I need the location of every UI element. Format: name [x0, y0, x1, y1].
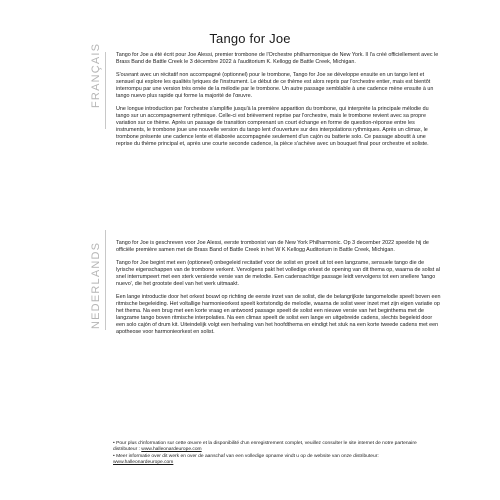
dutch-section	[116, 240, 442, 342]
footnote-french-line-1: • Pour plus d'information sur cette œuvre et la disponibilité d'un enregistrement complet, veuillez consulter le site internet de notre partenaire	[113, 441, 417, 446]
language-divider-dutch	[105, 230, 106, 330]
footnote-french-prefix: distributeur :	[113, 447, 142, 453]
distributor-link-dutch[interactable]: www.halleonardeurope.com	[113, 459, 174, 465]
distributor-link-french[interactable]: www.halleonardeurope.com	[141, 447, 202, 453]
french-paragraph-2: S'ouvrant avec un récitatif non accompagné (optionnel) pour le trombone, Tango for Joe se développe ensuite en un tango lent et sensuel qui explore les qualités lyriques de l'instrument. Le début de ce thème est alors repris par l'orchestre entier, mais est bientôt interrompu par une version très ornée de la mélodie par le trombone. Un autre passage semblable à une cadence mène ensuite à un tango nuevo plus rapide qui forme la majorité de l'œuvre.	[116, 71, 434, 99]
french-section	[116, 52, 442, 154]
language-divider-french	[105, 52, 106, 129]
footnote-dutch-line-2	[113, 460, 443, 466]
dutch-paragraph-3: Een lange introductie door het orkest bouwt op richting de eerste inzet van de solist, die de belangrijkste tangomelodie speelt boven een ritmische begeleiding. Het voltallige harmonieorkest speelt kortstondig de melodie, waarna de solist weer inzet met zijn eigen variatie op het thema. Na een brug met een korte vraag en antwoord passage speelt de solist een nieuwe versie van het beginthema met de langzame tango boven ritmische interpolaties. Na een climax speelt de solist een lange en uitgebreide cadens, slechts begeleid door een solo cajón of drum kit. Uiteindelijk volgt een herhaling van het hoofdthema en eindigt het stuk na een korte tweede cadens met een apotheose voor harmonieorkest en solist.	[116, 293, 441, 336]
footnotes	[113, 441, 443, 466]
dutch-paragraph-1: Tango for Joe is geschreven voor Joe Alessi, eerste trombonist van de New York Philharmonic. Op 3 december 2022 speelde hij de officiële première samen met de Brass Band of Battle Creek in het W K Kellogg Auditorium in Battle Creek, Michigan.	[116, 240, 429, 254]
dutch-paragraph-2: Tango for Joe begint met een (optioneel) onbegeleid recitatief voor de solist en groeit uit tot een langzame, sensuele tango die de lyrische eigenschappen van de trombone verkent. Vervolgens pakt het volledige orkest de opening van dit thema op, waarna de solist al snel interrumpeert met een sterk versierde versie van de melodie. Een cadensachtige passage leidt vervolgens tot een snellere 'tango nuevo', die het grootste deel van het werk uitmaakt.	[116, 259, 440, 287]
language-label-dutch: NEDERLANDS	[90, 241, 102, 329]
page-title: Tango for Joe	[209, 31, 291, 46]
language-label-french: FRANÇAIS	[90, 42, 102, 108]
french-paragraph-1: Tango for Joe a été écrit pour Joe Alessi, premier trombone de l'Orchestre philharmonique de New York. Il l'a créé officiellement avec le Brass Band de Battle Creek le 3 décembre 2022 à l'auditorium K. Kellogg de Battle Creek, Michigan.	[116, 52, 439, 66]
footnote-dutch-line-1: • Meer informatie over dit werk en over de aanschaf van een volledige opname vindt u op de website van onze distributeur:	[113, 453, 379, 459]
french-paragraph-3: Une longue introduction par l'orchestre s'amplifie jusqu'à la première apparition du trombone, qui interprète la principale mélodie du tango sur un accompagnement rythmique. Celle-ci est brièvement reprise par l'orchestre, mais le trombone revient avec sa propre variation sur ce thème. Après un passage de transition comprenant un court échange en forme de question-réponse entre les instruments, le trombone joue une nouvelle version du tango lent d'ouverture sur des interpolations rythmiques. Après un climax, le trombone présente une cadence lente et élaborée accompagnée seulement d'un cajón ou batterie solo. Ce passage aboutit à une reprise du thème principal et, après une courte seconde cadence, la pièce s'achève avec un bouquet final pour orchestre et soliste.	[116, 105, 429, 148]
